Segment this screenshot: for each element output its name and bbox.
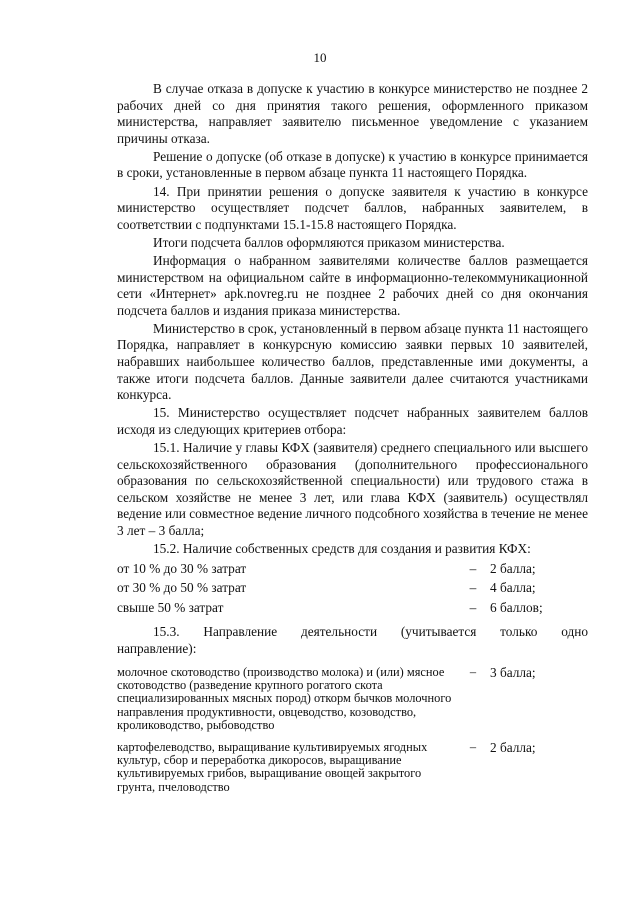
dash: –: [469, 599, 477, 615]
list-item: [117, 561, 588, 578]
paragraph-admission-terms: Решение о допуске (об отказе в допуске) к участию в конкурсе принимается в сроки, установленные в первом абзаце пункта 11 настоящего Порядка.: [117, 148, 588, 181]
activity-score: 2 балла;: [490, 739, 536, 755]
dash: –: [469, 739, 477, 754]
heading-word: деятельности: [300, 624, 378, 640]
activity-score: 3 балла;: [490, 664, 536, 680]
heading-word: Направление: [203, 624, 278, 640]
heading-word: (учитывается: [400, 624, 477, 640]
paragraph-15-1: 15.1. Наличие у главы КФХ (заявителя) среднего специального или высшего сельскохозяйственного образования (дополнительного профессионального образования по сельскохозяйственной специальности) или трудового стажа в сельском хозяйстве не менее 3 лет, или глава КФХ (заявитель) осуществлял ведение или совместное ведение личного подсобного хозяйства в течение не менее 3 лет – 3 балла;: [117, 439, 588, 538]
heading-15-3: [117, 624, 588, 641]
criterion-label: свыше 50 % затрат: [117, 599, 224, 615]
criterion-score: 2 балла;: [490, 560, 536, 576]
activity-label: молочное скотоводство (производство молока) и (или) мясное скотоводство (разведение крупного рогатого скота специализированных мясных пород) откорм бычков молочного направления продуктивности, овцеводство, козоводство, кролиководство, рыбоводство: [117, 664, 452, 733]
heading-15-3-continuation: направление):: [117, 641, 197, 656]
list-item: [117, 666, 588, 733]
activity-label: картофелеводство, выращивание культивируемых ягодных культур, сбор и переработка дикоросов, выращивание культивируемых грибов, выращивание овощей закрытого грунта, пчеловодство: [117, 739, 428, 794]
heading-word: только: [500, 624, 538, 640]
criterion-label: от 10 % до 30 % затрат: [117, 560, 247, 576]
criterion-score: 4 балла;: [490, 580, 536, 596]
criterion-score: 6 баллов;: [490, 599, 543, 615]
list-item: [117, 600, 588, 617]
page-number: 10: [313, 50, 327, 65]
activity-list: [117, 666, 588, 795]
paragraph-refusal-notice: В случае отказа в допуске к участию в конкурсе министерство не позднее 2 рабочих дней со дня принятия такого решения, оформленного приказом министерства, направляет заявителю письменное уведомление с указанием причины отказа.: [117, 81, 588, 146]
dash: –: [469, 580, 477, 596]
heading-word: одно: [561, 624, 588, 640]
paragraph-score-results: Итоги подсчета баллов оформляются приказом министерства.: [153, 234, 505, 250]
paragraph-15: 15. Министерство осуществляет подсчет набранных заявителем баллов исходя из следующих критериев отбора:: [117, 405, 588, 437]
criterion-label: от 30 % до 50 % затрат: [117, 580, 247, 596]
paragraph-14: 14. При принятии решения о допуске заявителя к участию в конкурсе министерство осуществляет подсчет баллов, набранных заявителем, в соответствии с подпунктами 15.1-15.8 настоящего Порядка.: [117, 183, 588, 232]
heading-word: 15.3.: [153, 624, 180, 640]
paragraph-commission: Министерство в срок, установленный в первом абзаце пункта 11 настоящего Порядка, направляет в конкурсную комиссию заявки первых 10 заявителей, набравших наибольшее количество баллов, представленные ими документы, а также итоги подсчета баллов. Данные заявители далее считаются участниками конкурса.: [117, 320, 588, 403]
dash: –: [469, 560, 477, 576]
list-item: [117, 580, 588, 597]
own-funds-list: [117, 561, 588, 617]
document-body: [117, 81, 588, 794]
dash: –: [469, 664, 477, 679]
paragraph-15-2: 15.2. Наличие собственных средств для создания и развития КФХ:: [153, 541, 531, 557]
list-item: [117, 741, 588, 795]
paragraph-score-publication: Информация о набранном заявителями количестве баллов размещается министерством на официальном сайте в информационно-телекоммуникационной сети «Интернет» apk.novreg.ru не позднее 2 рабочих дней со дня окончания подсчета баллов и издания приказа министерства.: [117, 252, 588, 318]
